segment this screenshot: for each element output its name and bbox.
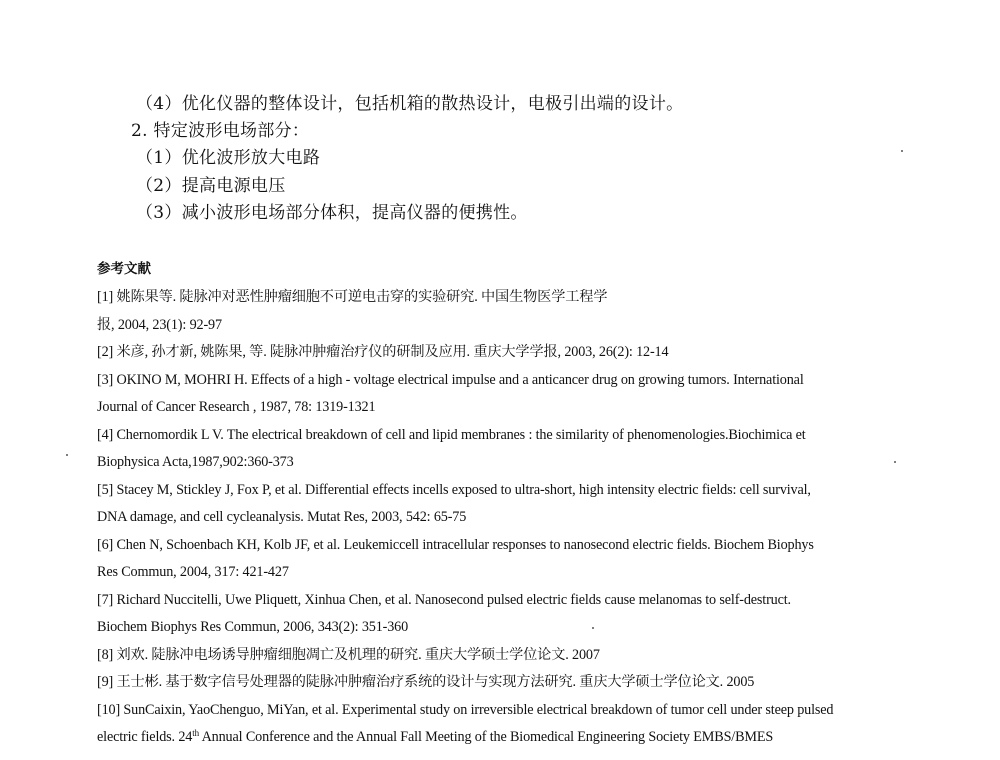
reference-line: [7] Richard Nuccitelli, Uwe Pliquett, Xinhua Chen, et al. Nanosecond pulsed electric fields cause melanomas to self-destruct. bbox=[97, 592, 791, 608]
reference-line: [5] Stacey M, Stickley J, Fox P, et al. Differential effects incells exposed to ultra-short, high intensity electric fields: cell survival, bbox=[97, 482, 811, 498]
outline-item-4: （4）优化仪器的整体设计，包括机箱的散热设计，电极引出端的设计。 bbox=[136, 94, 684, 114]
reference-line: 报, 2004, 23(1): 92-97 bbox=[97, 317, 222, 333]
scan-speck bbox=[66, 454, 68, 456]
reference-line: Res Commun, 2004, 317: 421-427 bbox=[97, 564, 289, 580]
reference-line: [2] 米彦, 孙才新, 姚陈果, 等. 陡脉冲肿瘤治疗仪的研制及应用. 重庆大学学报, 2003, 26(2): 12-14 bbox=[97, 344, 669, 360]
outline-item-2: （2）提高电源电压 bbox=[136, 176, 286, 196]
outline-item-3: （3）减小波形电场部分体积，提高仪器的便携性。 bbox=[136, 203, 528, 223]
outline-section-2: 2. 特定波形电场部分： bbox=[131, 121, 310, 141]
scan-speck bbox=[901, 150, 903, 152]
reference-line: [9] 王士彬. 基于数字信号处理器的陡脉冲肿瘤治疗系统的设计与实现方法研究. 重庆大学硕士学位论文. 2005 bbox=[97, 674, 755, 690]
scan-speck bbox=[894, 461, 896, 463]
reference-line-ref10-cont bbox=[97, 730, 773, 744]
reference-line: [4] Chernomordik L V. The electrical breakdown of cell and lipid membranes : the similarity of phenomenologies.Biochimica et bbox=[97, 427, 806, 443]
reference-line: Journal of Cancer Research , 1987, 78: 1319-1321 bbox=[97, 399, 376, 415]
scan-speck bbox=[592, 627, 594, 629]
reference-line: Biochem Biophys Res Commun, 2006, 343(2): 351-360 bbox=[97, 619, 409, 635]
reference-line: Biophysica Acta,1987,902:360-373 bbox=[97, 454, 294, 470]
ordinal-superscript: th bbox=[192, 728, 199, 738]
reference-line: [6] Chen N, Schoenbach KH, Kolb JF, et al. Leukemiccell intracellular responses to nanosecond electric fields. Biochem Biophys bbox=[97, 537, 814, 553]
reference-text: electric fields. 24 bbox=[97, 729, 193, 745]
reference-text: Annual Conference and the Annual Fall Meeting of the Biomedical Engineering Society EMBS/BMES bbox=[198, 729, 774, 745]
reference-line: [8] 刘欢. 陡脉冲电场诱导肿瘤细胞凋亡及机理的研究. 重庆大学硕士学位论文. 2007 bbox=[97, 647, 600, 663]
reference-line: DNA damage, and cell cycleanalysis. Mutat Res, 2003, 542: 65-75 bbox=[97, 509, 467, 525]
reference-line: [10] SunCaixin, YaoChenguo, MiYan, et al. Experimental study on irreversible electrical breakdown of tumor cell under steep pulsed bbox=[97, 702, 834, 718]
reference-line: [1] 姚陈果等. 陡脉冲对恶性肿瘤细胞不可逆电击穿的实验研究. 中国生物医学工程学 bbox=[97, 289, 608, 305]
references-heading: 参考文献 bbox=[97, 261, 151, 277]
outline-item-1: （1）优化波形放大电路 bbox=[136, 148, 321, 168]
reference-line: [3] OKINO M, MOHRI H. Effects of a high - voltage electrical impulse and a anticancer drug on growing tumors. International bbox=[97, 372, 804, 388]
